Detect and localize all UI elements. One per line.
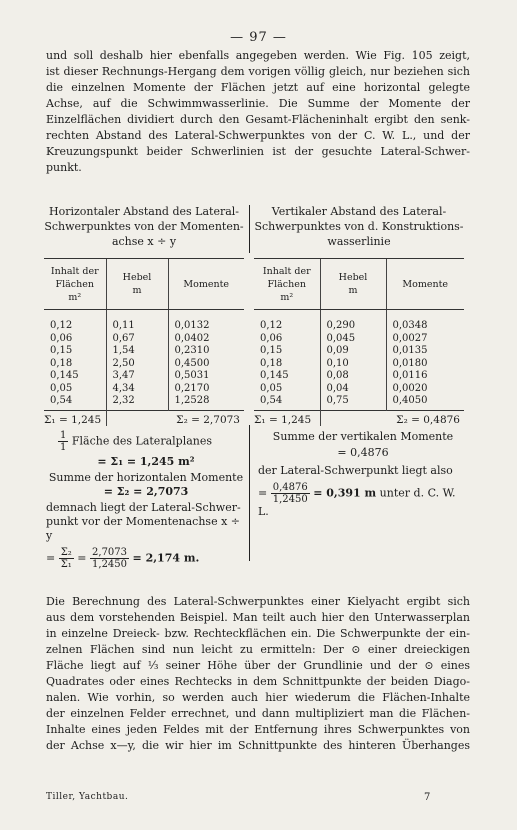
calc-line: demnach liegt der Lateral-Schwer- — [46, 501, 241, 514]
table-cell: 0,05 — [50, 382, 73, 394]
table-cell: 0,75 — [320, 395, 386, 410]
calc-line: der Lateral-Schwerpunkt liegt also — [258, 464, 453, 477]
table-row — [44, 310, 244, 333]
table-row — [254, 383, 464, 396]
table-row — [254, 310, 464, 333]
table-cell: 1,2528 — [168, 395, 244, 410]
calc-line: Summe der vertikalen Momente — [272, 430, 454, 443]
sheet-number: 7 — [424, 792, 431, 803]
table-row — [44, 358, 244, 371]
table-cell: 0,54 — [50, 395, 73, 406]
text-line: ist dieser Rechnungs-Hergang dem vorigen völlig gleich, nur beziehen sich — [46, 65, 470, 78]
table-cell: 0,15 — [50, 345, 73, 356]
text-line: Kreuzungspunkt beider Schwerlinien ist der gesuchte Lateral-Schwer- — [46, 145, 470, 158]
table-cell: 0,290 — [320, 310, 386, 333]
table-cell: 0,18 — [260, 357, 283, 369]
table-row — [44, 333, 244, 346]
table-cell: 0,67 — [106, 333, 168, 346]
lever-column-header: Hebel m — [106, 259, 168, 310]
table-cell: 0,4050 — [386, 395, 464, 410]
table-cell: 4,34 — [106, 383, 168, 396]
table-cell: 3,47 — [106, 370, 168, 383]
table-cell: 0,0348 — [386, 310, 464, 333]
table-cell: 0,0027 — [386, 333, 464, 346]
table-cell: 0,05 — [260, 382, 283, 394]
table-cell: 0,54 — [260, 395, 283, 406]
table-cell: 0,145 — [260, 370, 289, 381]
table-cell: 0,08 — [320, 370, 386, 383]
table-row — [44, 370, 244, 383]
result-value: = 2,174 m. — [132, 551, 200, 565]
heading-line: Horizontaler Abstand des Lateral- — [48, 205, 240, 218]
moment-sum: Σ₂ = 2,7073 — [106, 410, 244, 426]
area-sum: Σ₁ = 1,245 — [254, 410, 320, 426]
table-cell: 0,0402 — [168, 333, 244, 346]
table-row — [254, 345, 464, 358]
text-line: Die Berechnung des Lateral-Schwerpunktes einer Kielyacht ergibt sich — [46, 595, 470, 608]
text-line: in einzelne Dreieck- bzw. Rechteckflächen ein. Die Schwerpunkte der ein- — [46, 627, 470, 640]
text-line: zelnen Flächen sind nun leicht zu ermitteln: Der ⊙ einer dreieckigen — [46, 643, 470, 656]
table-cell: 0,15 — [260, 345, 283, 356]
table-cell: 1,54 — [106, 345, 168, 358]
intro-paragraph — [46, 48, 470, 176]
table-cell: 0,045 — [320, 333, 386, 346]
calc-equation: = $\frac{\text{Σ₂}}{\text{Σ₁}}$ = $\frac{2,7073}{1,2450}$ = 2,174 m. — [46, 547, 200, 570]
column-divider — [249, 205, 250, 253]
heading-line: Schwerpunktes von d. Konstruktions- — [254, 220, 464, 233]
text-line: Einzelflächen dividiert durch den Gesamt-Flächeninhalt ergibt den senk- — [46, 113, 470, 126]
fraction: $\frac{1}{1}$ — [60, 430, 67, 453]
lever-column-header: Hebel m — [320, 259, 386, 310]
vertical-moments-table — [254, 258, 464, 426]
text-line: die einzelnen Momente der Flächen jetzt auf eine horizontal gelegte — [46, 81, 470, 94]
table-row — [254, 333, 464, 346]
page-number: — 97 — — [230, 30, 287, 45]
table-cell: 0,5031 — [168, 370, 244, 383]
table-cell: 0,12 — [50, 320, 73, 331]
moments-column-header: Momente — [168, 259, 244, 310]
area-column-header: Inhalt der Flächen m² — [254, 259, 320, 310]
text-line: punkt. — [46, 161, 82, 174]
table-cell: 0,0180 — [386, 358, 464, 371]
moment-sum: Σ₂ = 0,4876 — [320, 410, 464, 426]
text-line: und soll deshalb hier ebenfalls angegeben werden. Wie Fig. 105 zeigt, — [46, 49, 470, 62]
table-cell: 2,50 — [106, 358, 168, 371]
table-row — [254, 358, 464, 371]
table-cell: 0,145 — [50, 370, 79, 381]
heading-line: achse x ÷ y — [111, 235, 177, 248]
calc-divider — [249, 425, 250, 561]
table-cell: 0,4500 — [168, 358, 244, 371]
left-calculation — [46, 430, 246, 570]
heading-line: wasserlinie — [327, 235, 391, 248]
text-line: der Achse x—y, die wir hier im Schnittpunkte des hinteren Überhanges — [46, 739, 470, 752]
table-header-row — [44, 259, 244, 310]
table-cell: 0,18 — [50, 357, 73, 369]
footer-signature: Tiller, Yachtbau. — [46, 792, 129, 802]
text-line: rechten Abstand des Lateral-Schwerpunktes von der C. W. L., und der — [46, 129, 470, 142]
table-cell: 2,32 — [106, 395, 168, 410]
text-line: der einzelnen Felder errechnet, und dann multipliziert man die Flächen- — [46, 707, 470, 720]
text-line: Inhalte eines jeden Feldes mit der Entfernung ihres Schwerpunktes von — [46, 723, 470, 736]
text-line: aus dem vorstehenden Beispiel. Man teilt auch hier den Unterwasserplan — [46, 611, 470, 624]
table-cell: 0,06 — [50, 332, 73, 344]
table-header-row — [254, 259, 464, 310]
text-line: Achse, auf die Schwimmwasserlinie. Die Summe der Momente der — [46, 97, 470, 110]
left-column-heading — [44, 204, 244, 249]
text-line: Fläche liegt auf ¹⁄₃ seiner Höhe über der Grundlinie und der ⊙ eines — [46, 659, 470, 672]
table-cell: 0,12 — [260, 320, 283, 331]
table-cell: 0,06 — [260, 332, 283, 344]
table-row — [44, 395, 244, 410]
table-cell: 0,09 — [320, 345, 386, 358]
table-body — [254, 310, 464, 411]
table-cell: 0,11 — [106, 310, 168, 333]
table-body — [44, 310, 244, 411]
text-line: nalen. Wie vorhin, so werden auch hier wiederum die Flächen-Inhalte — [46, 691, 470, 704]
calc-line: = Σ₂ = 2,7073 — [103, 485, 189, 498]
moments-column-header: Momente — [386, 259, 464, 310]
table-cell: 0,2170 — [168, 383, 244, 396]
result-value: = 0,391 m — [313, 486, 377, 500]
table-row — [44, 383, 244, 396]
heading-line: Vertikaler Abstand des Lateral- — [271, 205, 447, 218]
table-cell: 0,0020 — [386, 383, 464, 396]
calc-line: punkt vor der Momentenachse x ÷ y — [46, 515, 240, 542]
calc-line: Summe der horizontalen Momente — [48, 471, 244, 484]
text-line: Quadrates oder eines Rechtecks in dem Schnittpunkte der beiden Diago- — [46, 675, 470, 688]
calc-equation: = $\frac{0,4876}{1,2450}$ = 0,391 m unter d. C. W. L. — [258, 482, 456, 518]
table-row — [44, 345, 244, 358]
table-cell: 0,0135 — [386, 345, 464, 358]
result-text: unter d. C. W. L. — [258, 486, 456, 518]
table-row — [254, 395, 464, 410]
body-paragraph — [46, 594, 470, 754]
sum-row — [44, 410, 244, 426]
table-row — [254, 370, 464, 383]
calc-line: = 0,4876 — [337, 446, 389, 459]
right-column-heading — [254, 204, 464, 249]
horizontal-moments-table — [44, 258, 244, 426]
table-cell: 0,0116 — [386, 370, 464, 383]
area-column-header: Inhalt der Flächen m² — [44, 259, 106, 310]
table-cell: 0,2310 — [168, 345, 244, 358]
calc-line: = Σ₁ = 1,245 m² — [97, 455, 195, 468]
heading-line: Schwerpunktes von der Momenten- — [44, 220, 244, 233]
area-sum: Σ₁ = 1,245 — [44, 410, 106, 426]
sum-row — [254, 410, 464, 426]
right-calculation — [258, 430, 468, 519]
table-cell: 0,10 — [320, 358, 386, 371]
calc-line: $\frac{1}{1}$ Fläche des Lateralplanes — [60, 430, 213, 453]
table-cell: 0,04 — [320, 383, 386, 396]
table-cell: 0,0132 — [168, 310, 244, 333]
